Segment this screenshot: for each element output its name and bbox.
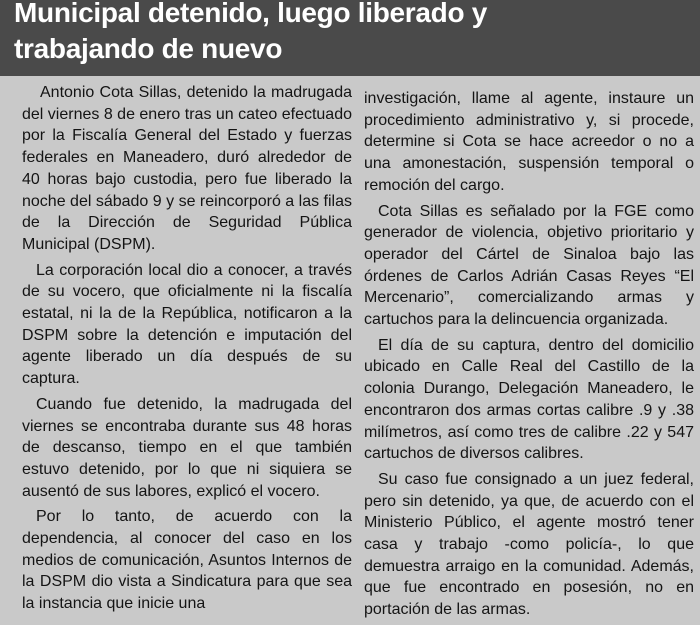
- paragraph: El día de su captura, dentro del domicilio ubicado en Calle Real del Castillo de la colonia Durango, Delegación Maneadero, le encontraron dos armas cortas calibre .9 y .38 milímetros, así como tres de calibre .22 y 547 cartuchos de diversos calibres.: [364, 336, 694, 463]
- headline-line-2: trabajando de nuevo: [14, 33, 283, 64]
- article-column-right: [364, 88, 694, 625]
- article-column-left: [22, 82, 352, 619]
- headline-bar: [0, 0, 700, 76]
- paragraph: Cuando fue detenido, la madrugada del viernes se encontraba durante sus 48 horas de descanso, tiempo en el que también estuvo detenido, por lo que ni siquiera se ausentó de sus labores, explicó el vocero.: [22, 395, 352, 500]
- headline-line-1: Municipal detenido, luego liberado y: [14, 0, 488, 28]
- paragraph: La corporación local dio a conocer, a través de su vocero, que oficialmente ni la fiscalía estatal, ni la de la República, notificaron a la DSPM sobre la detención e imputación del agente liberado un día después de su captura.: [22, 261, 352, 388]
- article-headline: [14, 0, 700, 67]
- paragraph: Cota Sillas es señalado por la FGE como generador de violencia, objetivo prioritario y operador del Cártel de Sinaloa bajo las órdenes de Carlos Adrián Casas Reyes “El Mercenario”, comercializando armas y cartuchos para la delincuencia organizada.: [364, 202, 694, 329]
- paragraph: Por lo tanto, de acuerdo con la dependencia, al conocer del caso en los medios de comunicación, Asuntos Internos de la DSPM dio vista a Sindicatura para que sea la instancia que inicie una: [22, 508, 352, 613]
- paragraph: Su caso fue consignado a un juez federal, pero sin detenido, ya que, de acuerdo con el Ministerio Público, el agente mostró tener casa y trabajo -como policía-, lo que demuestra arraigo en la comunidad. Además, que fue encontrado en posesión, no en portación de las armas.: [364, 470, 694, 619]
- paragraph: Antonio Cota Sillas, detenido la madrugada del viernes 8 de enero tras un cateo efectuado por la Fiscalía General del Estado y fuerzas federales en Maneadero, duró alrededor de 40 horas bajo custodia, pero fue liberado la noche del sábado 9 y se reincorporó a las filas de la Dirección de Seguridad Pública Municipal (DSPM).: [22, 84, 352, 253]
- paragraph: investigación, llame al agente, instaure un procedimiento administrativo y, si procede, determine si Cota se hace acreedor o no a una amonestación, suspensión temporal o remoción del cargo.: [364, 90, 694, 194]
- article-body: [0, 82, 700, 619]
